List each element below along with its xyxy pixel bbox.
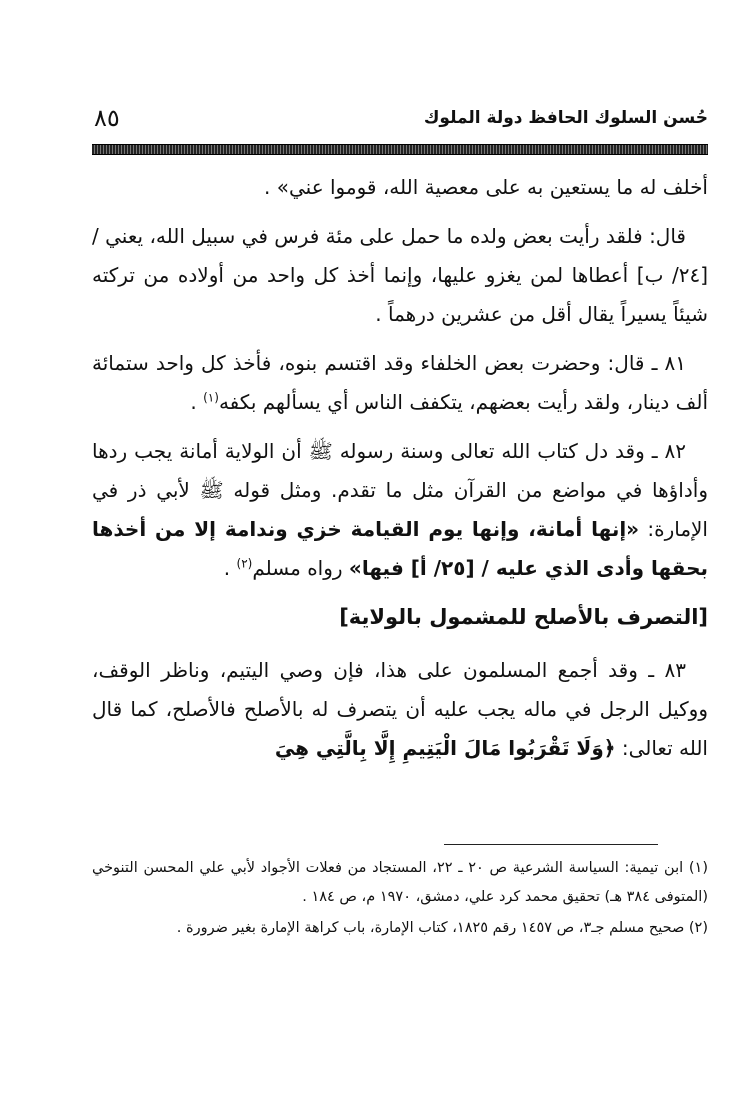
section-heading: [التصرف بالأصلح للمشمول بالولاية] — [339, 605, 708, 629]
page-number: ٨٥ — [94, 104, 120, 132]
paragraph-83-text: ٨٣ ـ وقد أجمع المسلمون على هذا، فإن وصي اليتيم، وناظر الوقف، ووكيل الرجل في ماله يجب عليه أن يتصرف له بالأصلح فالأصلح، كما قال الله تعالى: — [92, 658, 708, 760]
main-text — [92, 168, 708, 778]
running-header — [92, 104, 708, 142]
paragraph-81-end: . — [190, 390, 204, 414]
paragraph-82 — [92, 432, 708, 588]
running-title: حُسن السلوك الحافظ دولة الملوك — [423, 108, 708, 128]
header-rule — [92, 144, 708, 155]
paragraph-83 — [92, 651, 708, 768]
quran-verse: ﴿وَلَا تَقْرَبُوا مَالَ الْيَتِيمِ إِلَّا بِالَّتِي هِيَ — [274, 736, 616, 760]
paragraph-1: أخلف له ما يستعين به على معصية الله، قوموا عني» . — [264, 175, 708, 199]
footnotes — [92, 854, 708, 945]
paragraph-82-text-a: ٨٢ ـ وقد دل كتاب الله تعالى وسنة رسوله ﷺ أن الولاية أمانة يجب ردها وأداؤها في مواضع من القرآن مثل ما تقدم. ومثل قوله ﷺ لأبي ذر في الإمارة: — [92, 439, 708, 541]
footnote-ref-1[interactable]: (١) — [203, 390, 219, 405]
paragraph-81-text: ٨١ ـ قال: وحضرت بعض الخلفاء وقد اقتسم بنوه، فأخذ كل واحد ستمائة ألف دينار، ولقد رأيت بعضهم، يتكفف الناس أي يسألهم بكفه — [92, 351, 708, 414]
paragraph-2: قال: فلقد رأيت بعض ولده ما حمل على مئة فرس في سبيل الله، يعني / [٢٤/ ب] أعطاها لمن يغزو عليها، وإنما أخذ كل واحد من أولاده من تركته شيئاً يسيراً يقال أقل من عشرين درهماً . — [92, 224, 708, 326]
footnote-ref-2[interactable]: (٢) — [236, 556, 253, 571]
paragraph-82-end: . — [223, 556, 237, 580]
paragraph-81 — [92, 344, 708, 422]
paragraph-82-text-b: رواه مسلم — [252, 556, 349, 580]
footnote-1: (١) ابن تيمية: السياسة الشرعية ص ٢٠ ـ ٢٢، المستجاد من فعلات الأجواد لأبي علي المحسن التنوخي (المتوفى ٣٨٤ هـ) تحقيق محمد كرد علي، دمشق، ١٩٧٠ م، ص ١٨٤ . — [92, 860, 709, 905]
footnote-divider — [444, 844, 658, 845]
footnote-2: (٢) صحيح مسلم جـ٣، ص ١٤٥٧ رقم ١٨٢٥، كتاب الإمارة، باب كراهة الإمارة بغير ضرورة . — [176, 920, 708, 936]
hadith-quote: «إنها أمانة، وإنها يوم القيامة خزي وندامة إلا من أخذها بحقها وأدى الذي عليه / [٢٥/ أ] فيها» — [92, 517, 708, 580]
